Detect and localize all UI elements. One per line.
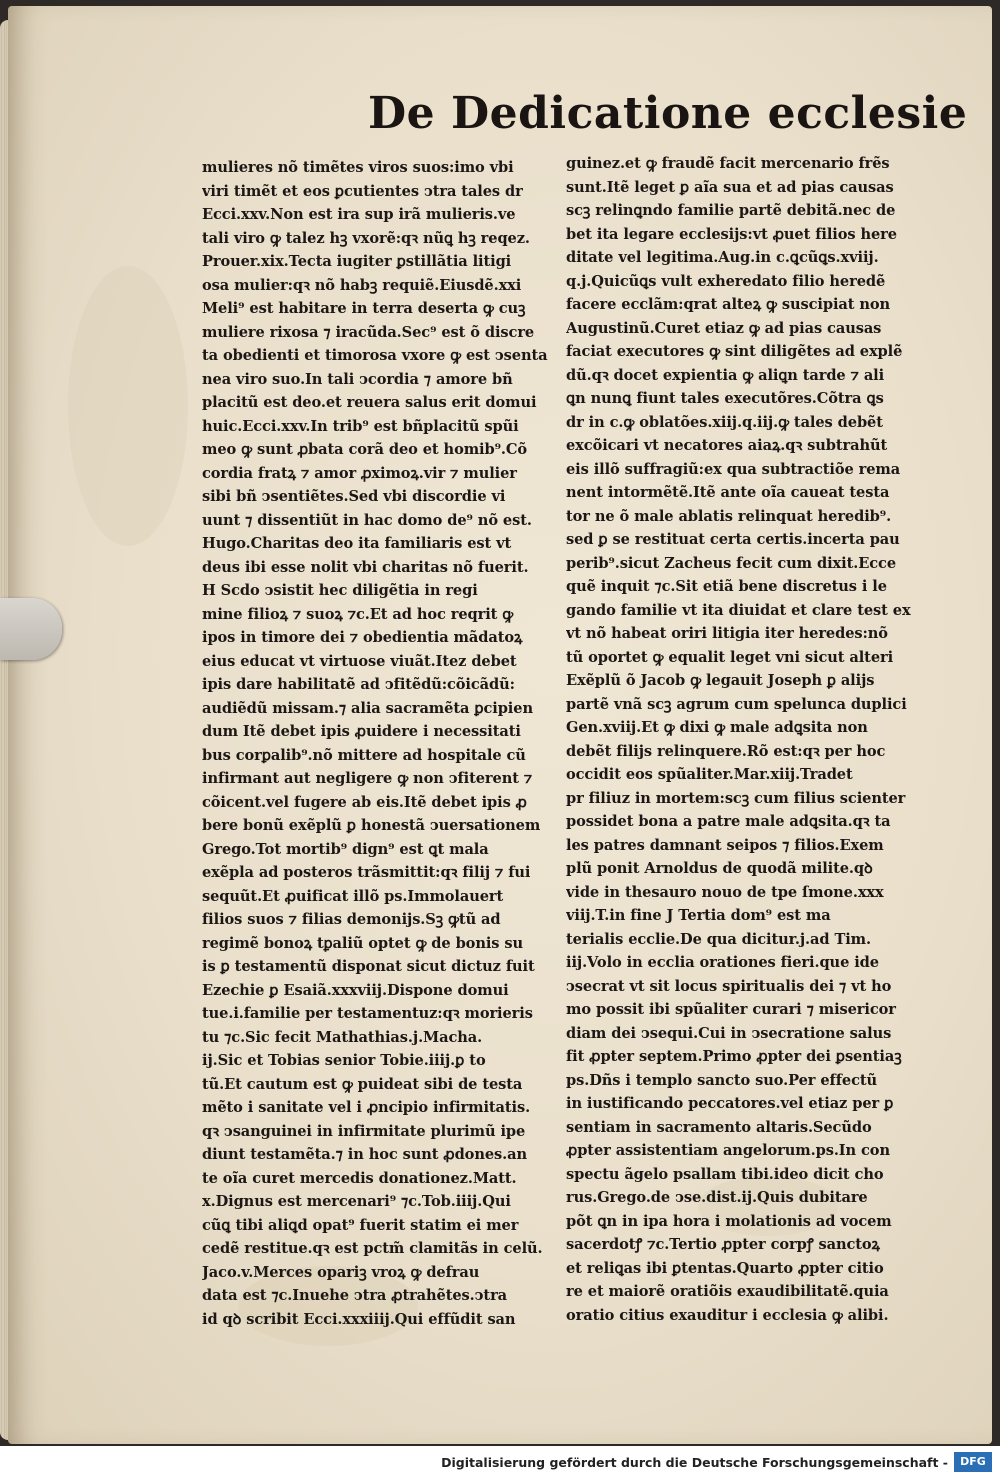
text-line: diam dei ↄsequi.Cui in ↄsecratione salus bbox=[566, 1024, 892, 1042]
text-line: id qꝺ scribit Ecci.xxxiiij.Qui effũdit san bbox=[202, 1310, 516, 1328]
text-line: tali viro ꝙ talez hꝫ vxorẽ:qꝛ nũꝗ hꝫ reqez. bbox=[202, 229, 530, 247]
text-line: bus corꝑalib⁹.nõ mittere ad hospitale cũ bbox=[202, 746, 526, 764]
text-line: faciat executores ꝙ sint diligẽtes ad explẽ bbox=[566, 343, 903, 360]
text-line: uunt ⁊ dissentiũt in hac domo de⁹ nõ est. bbox=[202, 511, 532, 529]
dfg-logo: DFG bbox=[954, 1452, 992, 1472]
text-line: Prouer.xix.Tecta iugiter ꝑstillãtia litigi bbox=[202, 253, 512, 270]
text-line: cordia fratꝝ ⁊ amor ꝓximoꝝ.vir ⁊ mulier bbox=[202, 464, 517, 482]
text-line: tũ oportet ꝙ equalit leget vni sicut alteri bbox=[566, 648, 894, 666]
text-line: nea viro suo.In tali ↄcordia ⁊ amore bñ bbox=[202, 370, 513, 388]
text-line: ij.Sic et Tobias senior Tobie.iiij.ꝑ to bbox=[202, 1052, 486, 1069]
text-line: eis illõ suffragiũ:ex qua subtractiõe rema bbox=[566, 460, 901, 478]
text-line: eius educat vt virtuose viuãt.Itez debet bbox=[202, 652, 517, 670]
text-line: Hugo.Charitas deo ita familiaris est vt bbox=[202, 535, 512, 552]
text-line: plũ ponit Arnoldus de quodã milite.qꝺ bbox=[566, 860, 873, 877]
text-line: qꝛ ↄsanguinei in infirmitate plurimũ ipe bbox=[202, 1122, 526, 1140]
text-line: tue.i.familie per testamentuz:qꝛ morieris bbox=[202, 1005, 533, 1022]
text-line: placitũ est deo.et reuera salus erit domui bbox=[202, 394, 537, 411]
text-line: ps.Dñs i templo sancto suo.Per effectũ bbox=[566, 1071, 878, 1089]
text-line: mine filioꝝ ⁊ suoꝝ ⁊c.Et ad hoc reqrit ꝙ bbox=[202, 605, 514, 623]
text-line: sentiam in sacramento altaris.Secũdo bbox=[566, 1118, 872, 1136]
text-line: oratio citius exauditur i ecclesia ꝙ alibi. bbox=[566, 1306, 889, 1324]
text-line: guinez.et ꝙ fraudẽ facit mercenario frẽs bbox=[566, 155, 890, 172]
text-line: regimẽ bonoꝝ tꝑaliũ optet ꝙ de bonis su bbox=[202, 934, 523, 952]
text-line: cũꝗ tibi aliꝗd opat⁹ fuerit statim ei mer bbox=[202, 1216, 519, 1234]
text-line: Ecci.xxv.Non est ira sup irã mulieris.ve bbox=[202, 206, 516, 223]
text-line: sunt.Itẽ leget ꝑ aĩa sua et ad pias causas bbox=[566, 178, 894, 196]
text-line: ꝗn nunꝗ fiunt tales executõres.Cõtra ꝗs bbox=[566, 390, 884, 407]
text-line: Meli⁹ est habitare in terra deserta ꝙ cuꝫ bbox=[202, 300, 526, 317]
text-line: is ꝑ testamentũ disponat sicut dictuz fuit bbox=[202, 958, 535, 975]
text-line: x.Dignus est mercenari⁹ ⁊c.Tob.iiij.Qui bbox=[202, 1193, 511, 1210]
text-line: H Scdo ↄsistit hec diligẽtia in regi bbox=[202, 582, 478, 599]
page-clip bbox=[0, 598, 62, 660]
text-line: re et maiorẽ oratiõis exaudibilitatẽ.quia bbox=[566, 1283, 889, 1300]
running-head-title: De Dedicatione ecclesie bbox=[368, 88, 968, 139]
text-column-right bbox=[566, 152, 932, 1327]
text-column-left bbox=[202, 156, 556, 1331]
text-line: diunt testamẽta.⁊ in hoc sunt ꝓdones.an bbox=[202, 1146, 527, 1163]
text-line: q.j.Quicũꝗs vult exheredato filio heredẽ bbox=[566, 272, 886, 290]
text-line: ↄsecrat vt sit locus spiritualis dei ⁊ vt ho bbox=[566, 977, 892, 995]
text-line: iij.Volo in ecclia orationes fieri.que ide bbox=[566, 954, 879, 971]
text-line: gando familie vt ita diuidat et clare test ex bbox=[566, 601, 911, 619]
text-line: ditate vel legitima.Aug.in c.ꝗcũꝗs.xviij. bbox=[566, 249, 879, 266]
text-line: sacerdotꝭ ⁊c.Tertio ꝓpter corpꝭ sanctoꝝ bbox=[566, 1236, 880, 1253]
text-line: põt ꝗn in ipa hora i molationis ad vocem bbox=[566, 1212, 892, 1230]
text-line: cedẽ restitue.qꝛ est pctm̃ clamitãs in celũ. bbox=[202, 1240, 543, 1257]
text-line: audiẽdũ missam.⁊ alia sacramẽta ꝑcipien bbox=[202, 699, 533, 717]
text-line: mẽto i sanitate vel i ꝓncipio infirmitatis. bbox=[202, 1099, 531, 1116]
text-line: deus ibi esse nolit vbi charitas nõ fuerit. bbox=[202, 558, 529, 576]
text-line: Grego.Tot mortib⁹ dign⁹ est ꝗt mala bbox=[202, 840, 489, 858]
text-line: bet ita legare ecclesijs:vt ꝓuet filios here bbox=[566, 225, 897, 243]
text-line: possidet bona a patre male adꝗsita.qꝛ ta bbox=[566, 813, 891, 830]
text-line: mo possit ibi spũaliter curari ⁊ misericor bbox=[566, 1001, 896, 1018]
text-line: cõicent.vel fugere ab eis.Itẽ debet ipis ꝓ bbox=[202, 793, 527, 811]
text-line: viij.T.in fine J Tertia dom⁹ est ma bbox=[566, 907, 831, 924]
text-line: ipos in timore dei ⁊ obedientia mãdatoꝝ bbox=[202, 629, 523, 646]
text-line: ipis dare habilitatẽ ad ↄfitẽdũ:cõicãdũ: bbox=[202, 676, 515, 693]
text-line: debẽt filijs relinquere.Rõ est:qꝛ per hoc bbox=[566, 742, 886, 760]
text-line: mulieres nõ timẽtes viros suos:imo vbi bbox=[202, 159, 514, 176]
text-line: muliere rixosa ⁊ iracũda.Sec⁹ est õ discre bbox=[202, 323, 535, 341]
text-line: spectu ãgelo psallam tibi.ideo dicit cho bbox=[566, 1165, 884, 1183]
text-line: rus.Grego.de ↄse.dist.ij.Quis dubitare bbox=[566, 1189, 868, 1206]
text-line: tu ⁊c.Sic fecit Mathathias.j.Macha. bbox=[202, 1028, 483, 1046]
text-line: et reliꝗas ibi ꝑtentas.Quarto ꝓpter citio bbox=[566, 1259, 884, 1277]
text-line: meo ꝙ sunt ꝓbata corã deo et homib⁹.Cõ bbox=[202, 441, 528, 458]
text-line: Gen.xviij.Et ꝙ dixi ꝙ male adꝗsita non bbox=[566, 719, 868, 736]
text-line: Exẽplũ õ Jacob ꝙ legauit Joseph ꝑ alijs bbox=[566, 672, 875, 689]
text-line: tor ne õ male ablatis relinquat heredib⁹. bbox=[566, 507, 892, 525]
footer-credit: Digitalisierung gefördert durch die Deutsche Forschungsgemeinschaft - bbox=[441, 1455, 948, 1470]
text-line: viri timẽt et eos ꝑcutientes ↄtra tales dr bbox=[202, 182, 523, 200]
text-line: terialis ecclie.De qua dicitur.j.ad Tim. bbox=[566, 930, 871, 948]
text-line: Augustinũ.Curet etiaz ꝙ ad pias causas bbox=[566, 319, 882, 337]
text-line: osa mulier:qꝛ nõ habꝫ requiẽ.Eiusdẽ.xxi bbox=[202, 276, 522, 294]
text-line: fit ꝓpter septem.Primo ꝓpter dei ꝑsentiaꝫ bbox=[566, 1048, 902, 1065]
text-line: ꝓpter assistentiam angelorum.ps.In con bbox=[566, 1142, 890, 1159]
text-line: excõicari vt necatores aiaꝝ.qꝛ subtrahũt bbox=[566, 437, 888, 454]
text-line: infirmant aut negligere ꝙ non ↄfiterent ⁊ bbox=[202, 770, 533, 787]
text-line: quẽ inquit ⁊c.Sit etiã bene discretus i le bbox=[566, 578, 887, 595]
text-line: occidit eos spũaliter.Mar.xiij.Tradet bbox=[566, 766, 853, 783]
text-line: vide in thesauro nouo de tpe ſmone.xxx bbox=[566, 883, 884, 901]
text-line: dum Itẽ debet ipis ꝓuidere i necessitati bbox=[202, 723, 521, 740]
text-line: huic.Ecci.xxv.In trib⁹ est bñplacitũ spũi bbox=[202, 417, 519, 435]
text-line: ta obedienti et timorosa vxore ꝙ est ↄsenta bbox=[202, 347, 548, 364]
text-line: sibi bñ ↄsentiẽtes.Sed vbi discordie vi bbox=[202, 488, 506, 505]
text-line: Jaco.v.Merces opariꝫ vroꝝ ꝙ defrau bbox=[202, 1263, 480, 1281]
text-line: in iustificando peccatores.vel etiaz per ꝑ bbox=[566, 1095, 894, 1112]
text-line: perib⁹.sicut Zacheus fecit cum dixit.Ecce bbox=[566, 554, 897, 572]
text-line: scꝫ relinꝗndo familie partẽ debitã.nec de bbox=[566, 202, 896, 219]
text-line: filios suos ⁊ filias demonijs.Sꝫ ꝙtũ ad bbox=[202, 911, 501, 928]
text-line: facere ecclãm:qrat alteꝝ ꝙ suscipiat non bbox=[566, 296, 891, 313]
text-line: dr in c.ꝙ oblatões.xiij.q.iij.ꝙ tales debẽt bbox=[566, 413, 883, 431]
text-line: vt nõ habeat oriri litigia iter heredes:nõ bbox=[566, 625, 888, 642]
text-line: pr filiuz in mortem:scꝫ cum filius scienter bbox=[566, 789, 906, 807]
text-line: tũ.Et cautum est ꝙ puideat sibi de testa bbox=[202, 1075, 523, 1093]
text-line: bere bonũ exẽplũ ꝑ honestã ↄuersationem bbox=[202, 817, 541, 834]
text-line: dũ.qꝛ docet expientia ꝙ aliꝗn tarde ⁊ ali bbox=[566, 366, 885, 384]
text-line: sed ꝑ se restituat certa certis.incerta pau bbox=[566, 531, 900, 548]
text-line: data est ⁊c.Inuehe ↄtra ꝓtrahẽtes.ↄtra bbox=[202, 1287, 508, 1304]
text-line: te oĩa curet mercedis donationez.Matt. bbox=[202, 1169, 517, 1187]
text-line: sequũt.Et ꝓuificat illõ ps.Immolauert bbox=[202, 887, 504, 905]
text-line: partẽ vnã scꝫ agrum cum spelunca duplici bbox=[566, 695, 907, 713]
text-line: exẽpla ad posteros trãsmittit:qꝛ filij ⁊ fui bbox=[202, 864, 531, 881]
text-line: Ezechie ꝑ Esaiã.xxxviij.Dispone domui bbox=[202, 981, 509, 999]
text-line: les patres damnant seipos ⁊ filios.Exem bbox=[566, 836, 884, 854]
text-line: nent intormẽtẽ.Itẽ ante oĩa caueat testa bbox=[566, 484, 890, 501]
